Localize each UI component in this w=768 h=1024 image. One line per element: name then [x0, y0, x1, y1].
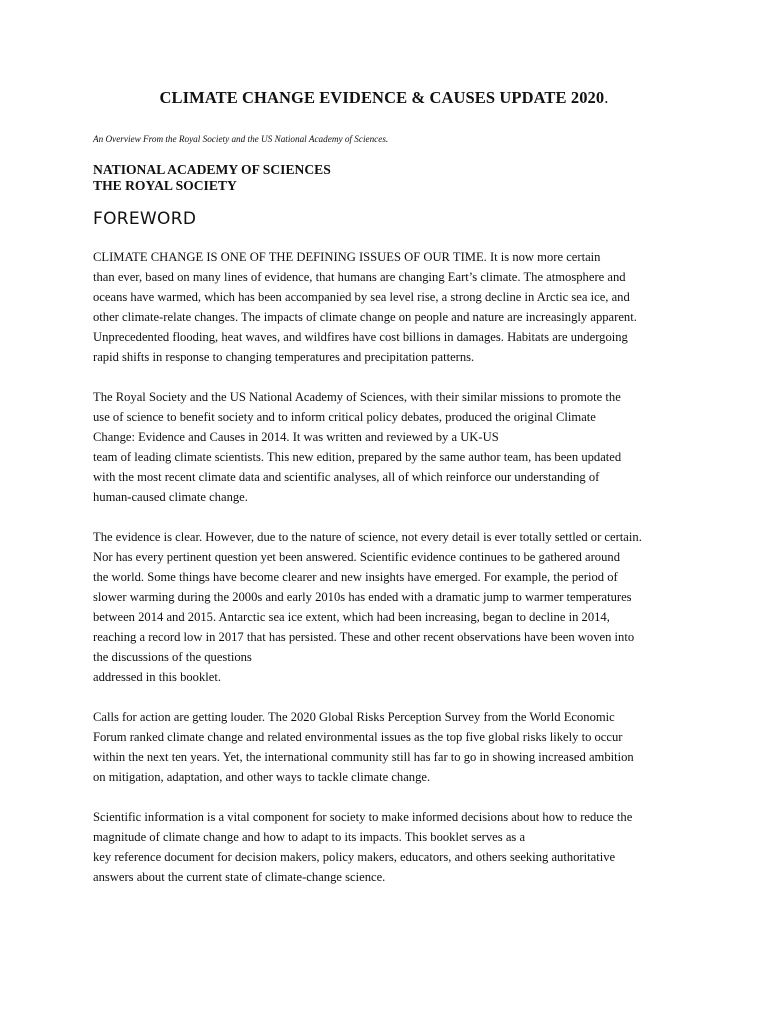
- text-line: within the next ten years. Yet, the international community still has far to go in showing increased ambition: [93, 750, 634, 764]
- text-line: key reference document for decision makers, policy makers, educators, and others seeking authoritative: [93, 850, 616, 864]
- section-heading-foreword: FOREWORD: [93, 209, 197, 229]
- foreword-body: [93, 247, 675, 887]
- paragraph: [93, 247, 675, 367]
- text-line: slower warming during the 2000s and early 2010s has ended with a dramatic jump to warmer temperatures: [93, 590, 632, 604]
- title-period: .: [604, 88, 609, 107]
- text-line: the world. Some things have become clearer and new insights have emerged. For example, the period of: [93, 570, 618, 584]
- paragraph: [93, 807, 675, 887]
- text-line: CLIMATE CHANGE IS ONE OF THE DEFINING ISSUES OF OUR TIME. It is now more certain: [93, 250, 601, 264]
- text-line: Scientific information is a vital component for society to make informed decisions about how to reduce the: [93, 810, 633, 824]
- document-page: [93, 88, 675, 907]
- text-line: The evidence is clear. However, due to the nature of science, not every detail is ever totally settled or certain.: [93, 530, 642, 544]
- paragraph: [93, 527, 675, 687]
- text-line: than ever, based on many lines of evidence, that humans are changing Eart’s climate. The atmosphere and: [93, 270, 626, 284]
- text-line: human-caused climate change.: [93, 490, 248, 504]
- text-line: addressed in this booklet.: [93, 670, 222, 684]
- text-line: the discussions of the questions: [93, 650, 252, 664]
- text-line: use of science to benefit society and to inform critical policy debates, produced the original Climate: [93, 410, 596, 424]
- text-line: on mitigation, adaptation, and other ways to tackle climate change.: [93, 770, 431, 784]
- organizations-block: [93, 162, 675, 194]
- text-line: reaching a record low in 2017 that has persisted. These and other recent observations have been woven into: [93, 630, 635, 644]
- document-title: [93, 88, 675, 108]
- organization-royal-society: THE ROYAL SOCIETY: [93, 178, 237, 193]
- text-line: Calls for action are getting louder. The 2020 Global Risks Perception Survey from the World Economic: [93, 710, 615, 724]
- text-line: between 2014 and 2015. Antarctic sea ice extent, which had been increasing, began to decline in 2014,: [93, 610, 610, 624]
- text-line: Nor has every pertinent question yet been answered. Scientific evidence continues to be gathered around: [93, 550, 620, 564]
- organization-nas: NATIONAL ACADEMY OF SCIENCES: [93, 162, 331, 177]
- text-line: Unprecedented flooding, heat waves, and wildfires have cost billions in damages. Habitats are undergoing: [93, 330, 628, 344]
- text-line: answers about the current state of climate-change science.: [93, 870, 386, 884]
- text-line: The Royal Society and the US National Academy of Sciences, with their similar missions to promote the: [93, 390, 621, 404]
- paragraph: [93, 387, 675, 507]
- text-line: Change: Evidence and Causes in 2014. It was written and reviewed by a UK-US: [93, 430, 499, 444]
- text-line: rapid shifts in response to changing temperatures and precipitation patterns.: [93, 350, 475, 364]
- document-subtitle: An Overview From the Royal Society and the US National Academy of Sciences.: [93, 134, 389, 144]
- text-line: with the most recent climate data and scientific analyses, all of which reinforce our understanding of: [93, 470, 600, 484]
- text-line: Forum ranked climate change and related environmental issues as the top five global risks likely to occur: [93, 730, 623, 744]
- text-line: oceans have warmed, which has been accompanied by sea level rise, a strong decline in Arctic sea ice, and: [93, 290, 630, 304]
- text-line: magnitude of climate change and how to adapt to its impacts. This booklet serves as a: [93, 830, 526, 844]
- title-text: CLIMATE CHANGE EVIDENCE & CAUSES UPDATE 2020: [159, 88, 605, 107]
- text-line: other climate-relate changes. The impacts of climate change on people and nature are increasingly apparent.: [93, 310, 637, 324]
- paragraph: [93, 707, 675, 787]
- text-line: team of leading climate scientists. This new edition, prepared by the same author team, has been updated: [93, 450, 622, 464]
